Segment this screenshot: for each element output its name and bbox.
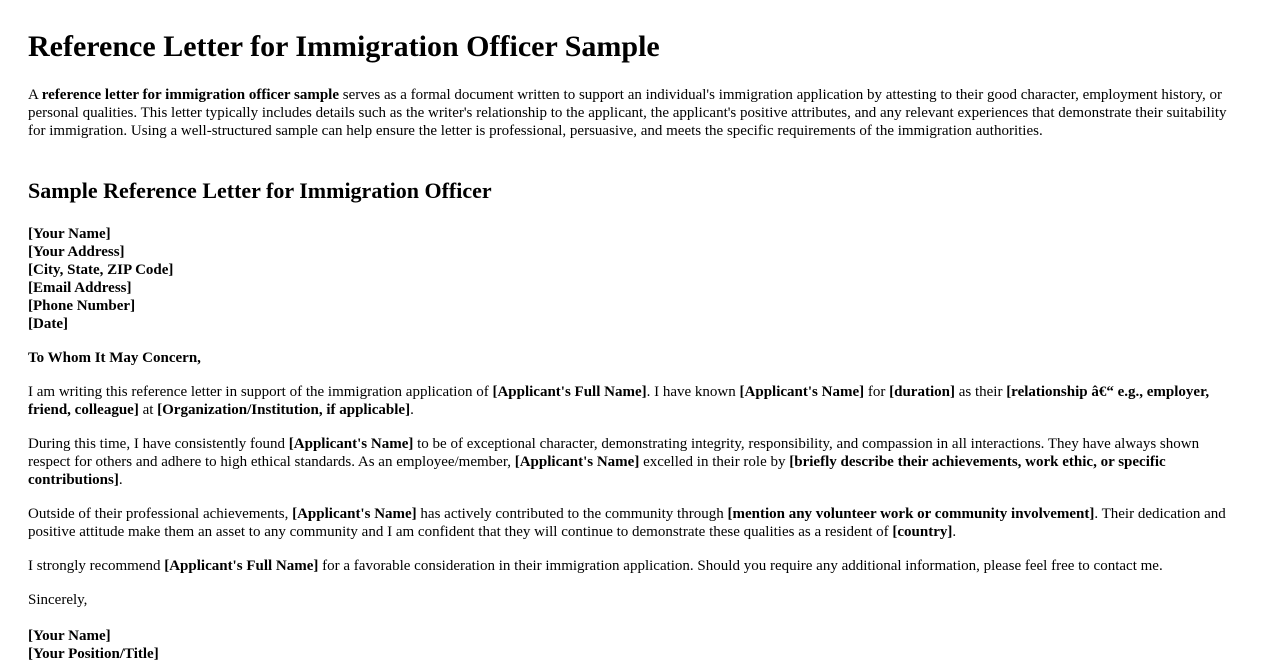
p2-placeholder-3: [briefly describe their achievements, work ethic, or specific contributions]	[28, 454, 1166, 488]
p2-text-2: to be of exceptional character, demonstrating integrity, responsibility, and compassion in all interactions. They have always shown respect for others and adhere to high ethical standards. As an employee/member,	[28, 436, 1200, 470]
p3-text-3: . Their dedication and positive attitude make them an asset to any community and I am confident that they will continue to demonstrate these qualities as a resident of	[28, 506, 1226, 540]
p2-text-4: .	[118, 472, 123, 488]
section-heading: Sample Reference Letter for Immigration Officer	[28, 178, 492, 203]
p3-text-2: has actively contributed to the community through	[416, 506, 728, 522]
p1-text-6: .	[410, 402, 414, 418]
p1-placeholder-5: [Organization/Institution, if applicable]	[157, 402, 411, 418]
sender-address: [Your Address]	[28, 244, 125, 260]
sender-email: [Email Address]	[28, 280, 132, 296]
sender-address-block	[28, 225, 173, 333]
p4-placeholder-1: [Applicant's Full Name]	[164, 558, 319, 574]
p1-placeholder-4: [relationship â€“ e.g., employer, friend, colleague]	[28, 384, 1210, 418]
p1-placeholder-3: [duration]	[889, 384, 955, 400]
p1-text-2: . I have known	[646, 384, 740, 400]
p1-text-1: I am writing this reference letter in support of the immigration application of	[28, 384, 493, 400]
p3-text-4: .	[952, 524, 957, 540]
letter-paragraph-1	[28, 383, 1240, 419]
sender-name: [Your Name]	[28, 226, 111, 242]
closing: Sincerely,	[28, 592, 88, 608]
p2-placeholder-2: [Applicant's Name]	[514, 454, 640, 470]
p3-placeholder-2: [mention any volunteer work or community involvement]	[727, 506, 1095, 522]
letter-paragraph-3	[28, 505, 1240, 541]
p3-placeholder-3: [country]	[892, 524, 953, 540]
intro-text: serves as a formal document written to support an individual's immigration application by attesting to their good character, employment history, or personal qualities. This letter typically includes details such as the writer's relationship to the applicant, the applicant's positive attributes, and any relevant experiences that demonstrate their suitability for immigration. Using a well-structured sample can help ensure the letter is professional, persuasive, and meets the specific requirements of the immigration authorities.	[28, 87, 1227, 139]
sender-city: [City, State, ZIP Code]	[28, 262, 174, 278]
letter-paragraph-2	[28, 435, 1240, 489]
p1-placeholder-2: [Applicant's Name]	[739, 384, 865, 400]
sender-phone: [Phone Number]	[28, 298, 136, 314]
intro-bold-term: reference letter for immigration officer sample	[41, 87, 340, 103]
page-title: Reference Letter for Immigration Officer Sample	[28, 30, 660, 63]
p2-text-3: excelled in their role by	[639, 454, 790, 470]
p1-placeholder-1: [Applicant's Full Name]	[492, 384, 647, 400]
p3-placeholder-1: [Applicant's Name]	[292, 506, 417, 522]
signature-block	[28, 627, 159, 663]
p2-text-1: During this time, I have consistently found	[28, 436, 289, 452]
p1-text-5: at	[138, 402, 158, 418]
p1-text-3: for	[864, 384, 890, 400]
signature-name: [Your Name]	[28, 628, 111, 644]
intro-prefix: A	[28, 87, 42, 103]
sender-date: [Date]	[28, 316, 68, 332]
greeting: To Whom It May Concern,	[28, 350, 201, 366]
p3-text-1: Outside of their professional achievements,	[28, 506, 293, 522]
p4-text-1: I strongly recommend	[28, 558, 165, 574]
signature-position: [Your Position/Title]	[28, 646, 159, 662]
p4-text-2: for a favorable consideration in their immigration application. Should you require any additional information, please feel free to contact me.	[318, 558, 1163, 574]
intro-paragraph	[28, 86, 1240, 140]
p2-placeholder-1: [Applicant's Name]	[288, 436, 414, 452]
p1-text-4: as their	[954, 384, 1007, 400]
letter-paragraph-4	[28, 557, 1248, 575]
